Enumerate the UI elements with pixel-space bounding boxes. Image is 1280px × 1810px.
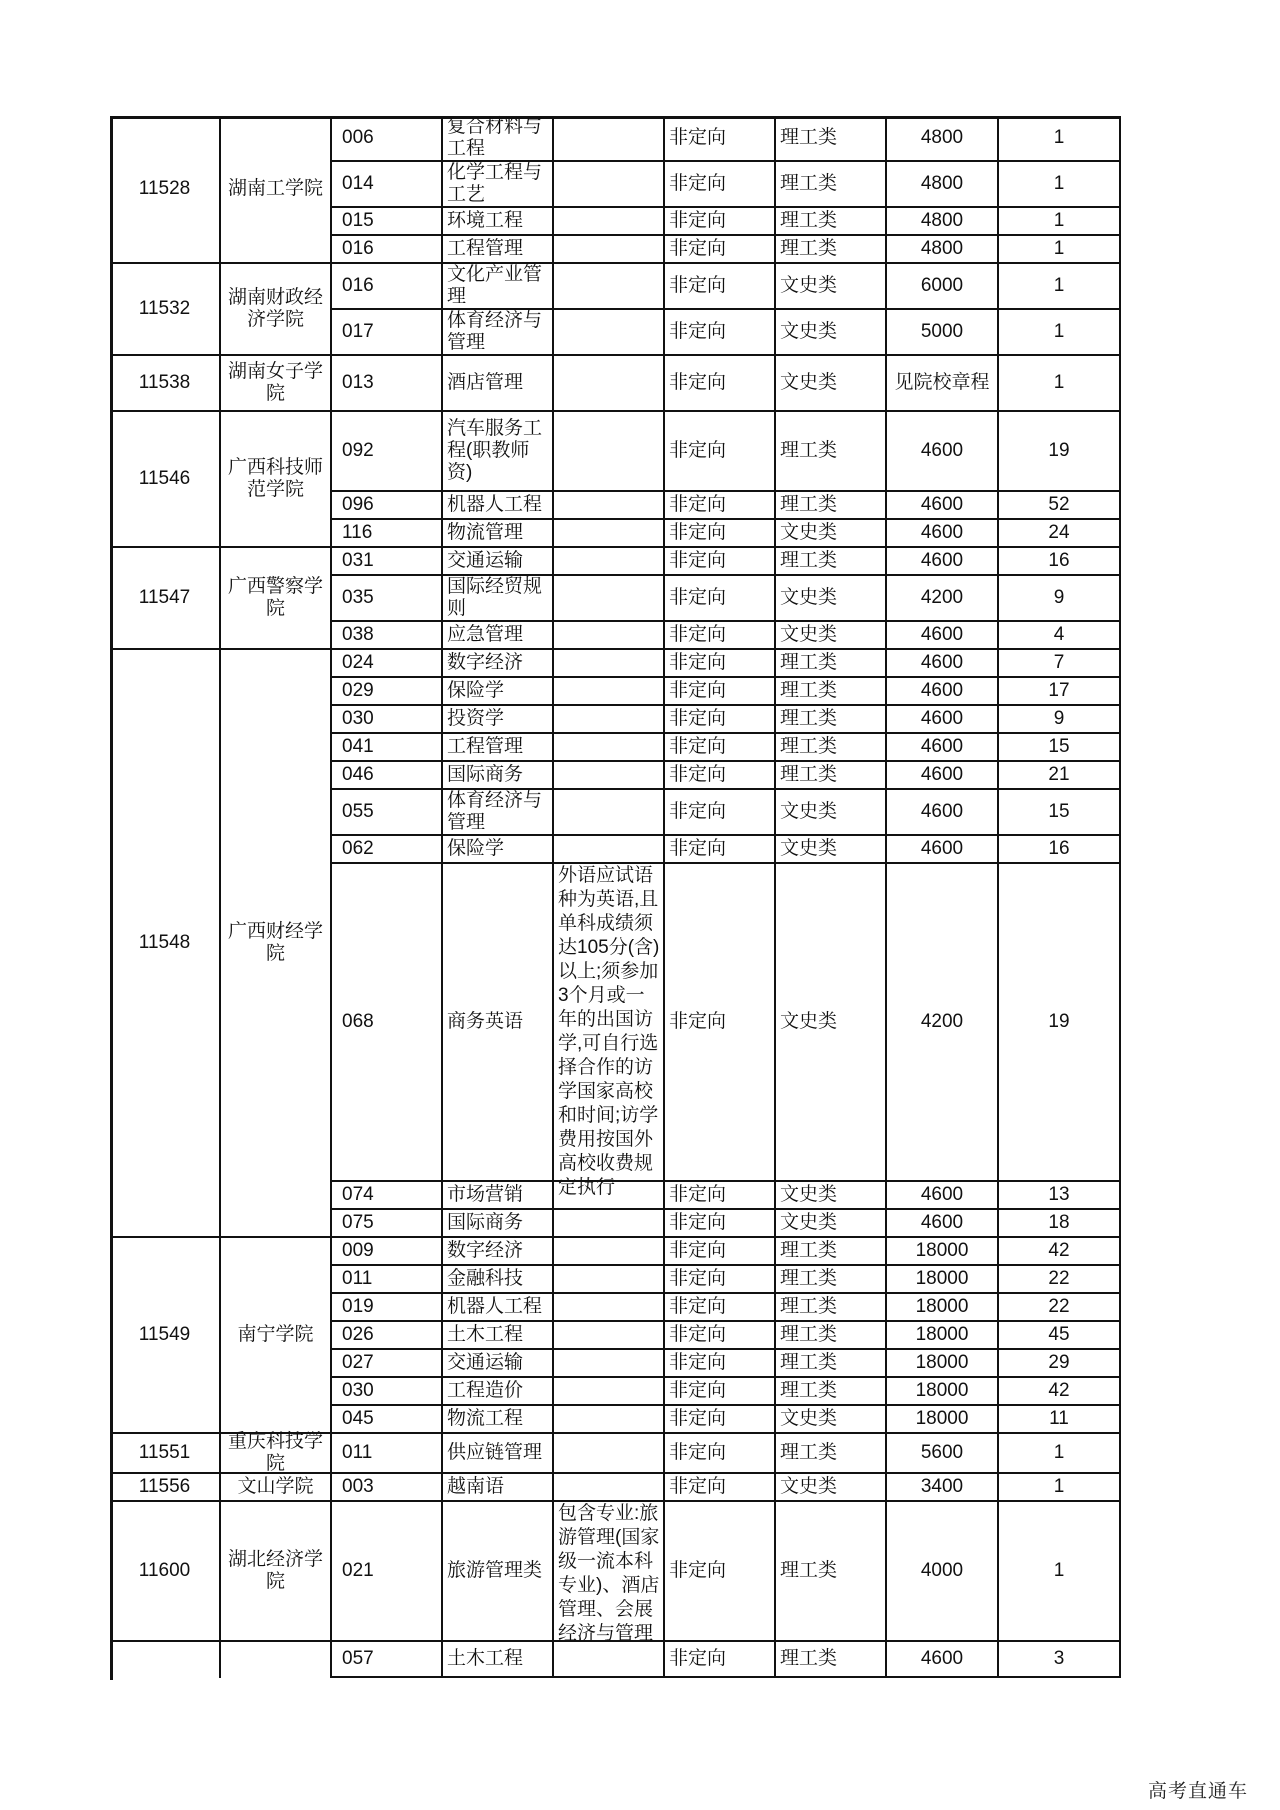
major-cell: 汽车服务工程(职教师资) bbox=[443, 412, 554, 492]
major-cell: 交通运输 bbox=[443, 548, 554, 576]
major-code-cell: 062 bbox=[332, 836, 443, 864]
type-cell: 非定向 bbox=[665, 310, 776, 356]
type-cell: 非定向 bbox=[665, 1266, 776, 1294]
category-cell: 理工类 bbox=[776, 762, 887, 790]
type-cell: 非定向 bbox=[665, 1406, 776, 1434]
plan-cell: 52 bbox=[999, 492, 1121, 520]
major-code-cell: 092 bbox=[332, 412, 443, 492]
note-cell bbox=[554, 678, 665, 706]
school-code-cell: 11600 bbox=[110, 1502, 221, 1642]
tuition-cell: 18000 bbox=[887, 1322, 999, 1350]
school-name-cell: 广西财经学院 bbox=[221, 650, 332, 1238]
school-code-cell: 11538 bbox=[110, 356, 221, 412]
note-cell bbox=[554, 1210, 665, 1238]
major-cell: 投资学 bbox=[443, 706, 554, 734]
type-cell: 非定向 bbox=[665, 116, 776, 162]
major-code-cell: 019 bbox=[332, 1294, 443, 1322]
major-code-cell: 041 bbox=[332, 734, 443, 762]
major-cell: 文化产业管理 bbox=[443, 264, 554, 310]
admission-plan-table bbox=[110, 116, 1121, 1680]
plan-cell: 1 bbox=[999, 356, 1121, 412]
tuition-cell: 18000 bbox=[887, 1294, 999, 1322]
major-code-cell: 068 bbox=[332, 864, 443, 1182]
major-cell: 市场营销 bbox=[443, 1182, 554, 1210]
major-cell: 数字经济 bbox=[443, 1238, 554, 1266]
plan-cell: 1 bbox=[999, 264, 1121, 310]
major-code-cell: 015 bbox=[332, 208, 443, 236]
type-cell: 非定向 bbox=[665, 1322, 776, 1350]
type-cell: 非定向 bbox=[665, 790, 776, 836]
tuition-cell: 4600 bbox=[887, 1642, 999, 1678]
major-code-cell: 116 bbox=[332, 520, 443, 548]
major-code-cell: 030 bbox=[332, 706, 443, 734]
plan-cell: 18 bbox=[999, 1210, 1121, 1238]
tuition-cell: 4800 bbox=[887, 162, 999, 208]
category-cell: 理工类 bbox=[776, 734, 887, 762]
note-cell bbox=[554, 356, 665, 412]
plan-cell: 45 bbox=[999, 1322, 1121, 1350]
note-cell bbox=[554, 1434, 665, 1474]
school-name-cell: 湖南女子学院 bbox=[221, 356, 332, 412]
plan-cell: 7 bbox=[999, 650, 1121, 678]
major-code-cell: 055 bbox=[332, 790, 443, 836]
school-name-cell: 广西科技师范学院 bbox=[221, 412, 332, 548]
tuition-cell: 4000 bbox=[887, 1502, 999, 1642]
tuition-cell: 4600 bbox=[887, 706, 999, 734]
note-cell: 外语应试语种为英语,且单科成绩须达105分(含)以上;须参加3个月或一年的出国访学,可自行选择合作的访学国家高校和时间;访学费用按国外高校收费规定执行 bbox=[554, 864, 665, 1182]
major-code-cell: 096 bbox=[332, 492, 443, 520]
tuition-cell: 18000 bbox=[887, 1406, 999, 1434]
category-cell: 理工类 bbox=[776, 1238, 887, 1266]
major-code-cell: 021 bbox=[332, 1502, 443, 1642]
note-cell bbox=[554, 1378, 665, 1406]
tuition-cell: 4600 bbox=[887, 548, 999, 576]
type-cell: 非定向 bbox=[665, 836, 776, 864]
note-cell bbox=[554, 412, 665, 492]
note-cell bbox=[554, 1642, 665, 1678]
tuition-cell: 3400 bbox=[887, 1474, 999, 1502]
major-cell: 供应链管理 bbox=[443, 1434, 554, 1474]
school-code-cell: 11548 bbox=[110, 650, 221, 1238]
plan-cell: 1 bbox=[999, 1474, 1121, 1502]
category-cell: 理工类 bbox=[776, 412, 887, 492]
type-cell: 非定向 bbox=[665, 1182, 776, 1210]
type-cell: 非定向 bbox=[665, 1502, 776, 1642]
major-code-cell: 075 bbox=[332, 1210, 443, 1238]
major-code-cell: 009 bbox=[332, 1238, 443, 1266]
category-cell: 理工类 bbox=[776, 548, 887, 576]
school-name-cell: 重庆科技学院 bbox=[221, 1434, 332, 1474]
major-code-cell: 046 bbox=[332, 762, 443, 790]
school-code-cell: 11549 bbox=[110, 1238, 221, 1434]
category-cell: 理工类 bbox=[776, 1434, 887, 1474]
category-cell: 理工类 bbox=[776, 1502, 887, 1642]
category-cell: 文史类 bbox=[776, 864, 887, 1182]
plan-cell: 42 bbox=[999, 1378, 1121, 1406]
category-cell: 理工类 bbox=[776, 116, 887, 162]
category-cell: 理工类 bbox=[776, 1294, 887, 1322]
note-cell bbox=[554, 116, 665, 162]
school-name-cell bbox=[221, 1642, 332, 1678]
major-code-cell: 016 bbox=[332, 236, 443, 264]
category-cell: 理工类 bbox=[776, 1350, 887, 1378]
tuition-cell: 4200 bbox=[887, 576, 999, 622]
major-code-cell: 074 bbox=[332, 1182, 443, 1210]
major-cell: 工程管理 bbox=[443, 236, 554, 264]
major-cell: 旅游管理类 bbox=[443, 1502, 554, 1642]
category-cell: 文史类 bbox=[776, 622, 887, 650]
major-code-cell: 026 bbox=[332, 1322, 443, 1350]
tuition-cell: 4600 bbox=[887, 492, 999, 520]
major-cell: 工程造价 bbox=[443, 1378, 554, 1406]
plan-cell: 22 bbox=[999, 1266, 1121, 1294]
plan-cell: 1 bbox=[999, 310, 1121, 356]
plan-cell: 1 bbox=[999, 162, 1121, 208]
tuition-cell: 4600 bbox=[887, 520, 999, 548]
plan-cell: 24 bbox=[999, 520, 1121, 548]
tuition-cell: 4600 bbox=[887, 1182, 999, 1210]
watermark: 高考直通车 bbox=[1148, 1780, 1249, 1802]
type-cell: 非定向 bbox=[665, 706, 776, 734]
tuition-cell: 6000 bbox=[887, 264, 999, 310]
tuition-cell: 4600 bbox=[887, 650, 999, 678]
note-cell bbox=[554, 1294, 665, 1322]
tuition-cell: 4800 bbox=[887, 116, 999, 162]
major-code-cell: 035 bbox=[332, 576, 443, 622]
major-cell: 物流管理 bbox=[443, 520, 554, 548]
plan-cell: 13 bbox=[999, 1182, 1121, 1210]
note-cell bbox=[554, 1474, 665, 1502]
school-code-cell: 11532 bbox=[110, 264, 221, 356]
plan-cell: 16 bbox=[999, 836, 1121, 864]
major-code-cell: 024 bbox=[332, 650, 443, 678]
type-cell: 非定向 bbox=[665, 734, 776, 762]
note-cell bbox=[554, 734, 665, 762]
type-cell: 非定向 bbox=[665, 762, 776, 790]
plan-cell: 3 bbox=[999, 1642, 1121, 1678]
category-cell: 理工类 bbox=[776, 1642, 887, 1678]
major-code-cell: 057 bbox=[332, 1642, 443, 1678]
tuition-cell: 4600 bbox=[887, 836, 999, 864]
major-code-cell: 045 bbox=[332, 1406, 443, 1434]
category-cell: 文史类 bbox=[776, 356, 887, 412]
category-cell: 文史类 bbox=[776, 264, 887, 310]
plan-cell: 1 bbox=[999, 236, 1121, 264]
school-code-cell: 11546 bbox=[110, 412, 221, 548]
category-cell: 文史类 bbox=[776, 1474, 887, 1502]
category-cell: 理工类 bbox=[776, 1266, 887, 1294]
major-code-cell: 038 bbox=[332, 622, 443, 650]
school-code-cell: 11556 bbox=[110, 1474, 221, 1502]
tuition-cell: 4800 bbox=[887, 208, 999, 236]
note-cell bbox=[554, 576, 665, 622]
plan-cell: 29 bbox=[999, 1350, 1121, 1378]
category-cell: 文史类 bbox=[776, 1406, 887, 1434]
major-cell: 越南语 bbox=[443, 1474, 554, 1502]
school-name-cell: 湖南财政经济学院 bbox=[221, 264, 332, 356]
category-cell: 理工类 bbox=[776, 1322, 887, 1350]
school-code-cell: 11551 bbox=[110, 1434, 221, 1474]
category-cell: 文史类 bbox=[776, 576, 887, 622]
plan-cell: 15 bbox=[999, 734, 1121, 762]
category-cell: 文史类 bbox=[776, 1182, 887, 1210]
category-cell: 文史类 bbox=[776, 520, 887, 548]
major-cell: 商务英语 bbox=[443, 864, 554, 1182]
note-cell bbox=[554, 310, 665, 356]
type-cell: 非定向 bbox=[665, 264, 776, 310]
note-cell bbox=[554, 706, 665, 734]
note-cell: 包含专业:旅游管理(国家级一流本科专业)、酒店管理、会展经济与管理 bbox=[554, 1502, 665, 1642]
category-cell: 文史类 bbox=[776, 790, 887, 836]
type-cell: 非定向 bbox=[665, 208, 776, 236]
category-cell: 文史类 bbox=[776, 310, 887, 356]
major-code-cell: 016 bbox=[332, 264, 443, 310]
tuition-cell: 4600 bbox=[887, 790, 999, 836]
major-cell: 应急管理 bbox=[443, 622, 554, 650]
type-cell: 非定向 bbox=[665, 576, 776, 622]
major-cell: 工程管理 bbox=[443, 734, 554, 762]
school-name-cell: 文山学院 bbox=[221, 1474, 332, 1502]
plan-cell: 16 bbox=[999, 548, 1121, 576]
major-cell: 保险学 bbox=[443, 836, 554, 864]
school-name-cell: 南宁学院 bbox=[221, 1238, 332, 1434]
major-cell: 国际商务 bbox=[443, 1210, 554, 1238]
type-cell: 非定向 bbox=[665, 1474, 776, 1502]
type-cell: 非定向 bbox=[665, 678, 776, 706]
note-cell bbox=[554, 208, 665, 236]
major-code-cell: 011 bbox=[332, 1434, 443, 1474]
type-cell: 非定向 bbox=[665, 520, 776, 548]
major-cell: 国际经贸规则 bbox=[443, 576, 554, 622]
type-cell: 非定向 bbox=[665, 1238, 776, 1266]
category-cell: 理工类 bbox=[776, 162, 887, 208]
tuition-cell: 4600 bbox=[887, 412, 999, 492]
type-cell: 非定向 bbox=[665, 622, 776, 650]
type-cell: 非定向 bbox=[665, 1350, 776, 1378]
major-code-cell: 003 bbox=[332, 1474, 443, 1502]
major-cell: 酒店管理 bbox=[443, 356, 554, 412]
plan-cell: 19 bbox=[999, 412, 1121, 492]
major-code-cell: 006 bbox=[332, 116, 443, 162]
school-name-cell: 湖北经济学院 bbox=[221, 1502, 332, 1642]
school-code-cell: 11547 bbox=[110, 548, 221, 650]
plan-cell: 1 bbox=[999, 1502, 1121, 1642]
tuition-cell: 4600 bbox=[887, 762, 999, 790]
school-code-cell: 11528 bbox=[110, 116, 221, 264]
tuition-cell: 18000 bbox=[887, 1350, 999, 1378]
note-cell bbox=[554, 650, 665, 678]
major-cell: 数字经济 bbox=[443, 650, 554, 678]
major-code-cell: 029 bbox=[332, 678, 443, 706]
note-cell bbox=[554, 1406, 665, 1434]
note-cell bbox=[554, 1350, 665, 1378]
type-cell: 非定向 bbox=[665, 492, 776, 520]
note-cell bbox=[554, 1182, 665, 1210]
major-code-cell: 013 bbox=[332, 356, 443, 412]
school-name-cell: 湖南工学院 bbox=[221, 116, 332, 264]
school-code-cell bbox=[110, 1642, 221, 1678]
category-cell: 理工类 bbox=[776, 678, 887, 706]
major-cell: 复合材料与工程 bbox=[443, 116, 554, 162]
plan-cell: 22 bbox=[999, 1294, 1121, 1322]
plan-cell: 9 bbox=[999, 706, 1121, 734]
school-name-cell: 广西警察学院 bbox=[221, 548, 332, 650]
plan-cell: 4 bbox=[999, 622, 1121, 650]
plan-cell: 42 bbox=[999, 1238, 1121, 1266]
major-cell: 土木工程 bbox=[443, 1642, 554, 1678]
note-cell bbox=[554, 236, 665, 264]
note-cell bbox=[554, 622, 665, 650]
major-code-cell: 014 bbox=[332, 162, 443, 208]
plan-cell: 1 bbox=[999, 208, 1121, 236]
category-cell: 文史类 bbox=[776, 836, 887, 864]
type-cell: 非定向 bbox=[665, 1210, 776, 1238]
major-cell: 金融科技 bbox=[443, 1266, 554, 1294]
type-cell: 非定向 bbox=[665, 1294, 776, 1322]
tuition-cell: 18000 bbox=[887, 1238, 999, 1266]
tuition-cell: 4200 bbox=[887, 864, 999, 1182]
major-cell: 物流工程 bbox=[443, 1406, 554, 1434]
major-code-cell: 030 bbox=[332, 1378, 443, 1406]
plan-cell: 17 bbox=[999, 678, 1121, 706]
plan-cell: 9 bbox=[999, 576, 1121, 622]
category-cell: 理工类 bbox=[776, 236, 887, 264]
tuition-cell: 4800 bbox=[887, 236, 999, 264]
note-cell bbox=[554, 1322, 665, 1350]
major-code-cell: 031 bbox=[332, 548, 443, 576]
note-cell bbox=[554, 520, 665, 548]
plan-cell: 15 bbox=[999, 790, 1121, 836]
note-cell bbox=[554, 162, 665, 208]
category-cell: 理工类 bbox=[776, 706, 887, 734]
note-cell bbox=[554, 762, 665, 790]
type-cell: 非定向 bbox=[665, 548, 776, 576]
major-cell: 环境工程 bbox=[443, 208, 554, 236]
major-cell: 土木工程 bbox=[443, 1322, 554, 1350]
major-cell: 国际商务 bbox=[443, 762, 554, 790]
note-cell bbox=[554, 492, 665, 520]
type-cell: 非定向 bbox=[665, 236, 776, 264]
plan-cell: 11 bbox=[999, 1406, 1121, 1434]
major-cell: 机器人工程 bbox=[443, 492, 554, 520]
tuition-cell: 5600 bbox=[887, 1434, 999, 1474]
note-cell bbox=[554, 548, 665, 576]
category-cell: 理工类 bbox=[776, 208, 887, 236]
plan-cell: 1 bbox=[999, 1434, 1121, 1474]
major-cell: 保险学 bbox=[443, 678, 554, 706]
category-cell: 理工类 bbox=[776, 492, 887, 520]
note-cell bbox=[554, 836, 665, 864]
type-cell: 非定向 bbox=[665, 162, 776, 208]
type-cell: 非定向 bbox=[665, 412, 776, 492]
note-cell bbox=[554, 790, 665, 836]
major-cell: 体育经济与管理 bbox=[443, 310, 554, 356]
major-code-cell: 017 bbox=[332, 310, 443, 356]
tuition-cell: 5000 bbox=[887, 310, 999, 356]
type-cell: 非定向 bbox=[665, 356, 776, 412]
tuition-cell: 4600 bbox=[887, 734, 999, 762]
plan-cell: 19 bbox=[999, 864, 1121, 1182]
type-cell: 非定向 bbox=[665, 1378, 776, 1406]
type-cell: 非定向 bbox=[665, 1434, 776, 1474]
note-cell bbox=[554, 1238, 665, 1266]
category-cell: 理工类 bbox=[776, 1378, 887, 1406]
type-cell: 非定向 bbox=[665, 1642, 776, 1678]
note-cell bbox=[554, 264, 665, 310]
major-code-cell: 011 bbox=[332, 1266, 443, 1294]
tuition-cell: 见院校章程 bbox=[887, 356, 999, 412]
plan-cell: 21 bbox=[999, 762, 1121, 790]
tuition-cell: 4600 bbox=[887, 622, 999, 650]
type-cell: 非定向 bbox=[665, 650, 776, 678]
major-cell: 化学工程与工艺 bbox=[443, 162, 554, 208]
tuition-cell: 4600 bbox=[887, 1210, 999, 1238]
major-code-cell: 027 bbox=[332, 1350, 443, 1378]
major-cell: 体育经济与管理 bbox=[443, 790, 554, 836]
category-cell: 理工类 bbox=[776, 650, 887, 678]
major-cell: 交通运输 bbox=[443, 1350, 554, 1378]
tuition-cell: 18000 bbox=[887, 1378, 999, 1406]
plan-cell: 1 bbox=[999, 116, 1121, 162]
major-cell: 机器人工程 bbox=[443, 1294, 554, 1322]
tuition-cell: 4600 bbox=[887, 678, 999, 706]
category-cell: 文史类 bbox=[776, 1210, 887, 1238]
type-cell: 非定向 bbox=[665, 864, 776, 1182]
tuition-cell: 18000 bbox=[887, 1266, 999, 1294]
note-cell bbox=[554, 1266, 665, 1294]
